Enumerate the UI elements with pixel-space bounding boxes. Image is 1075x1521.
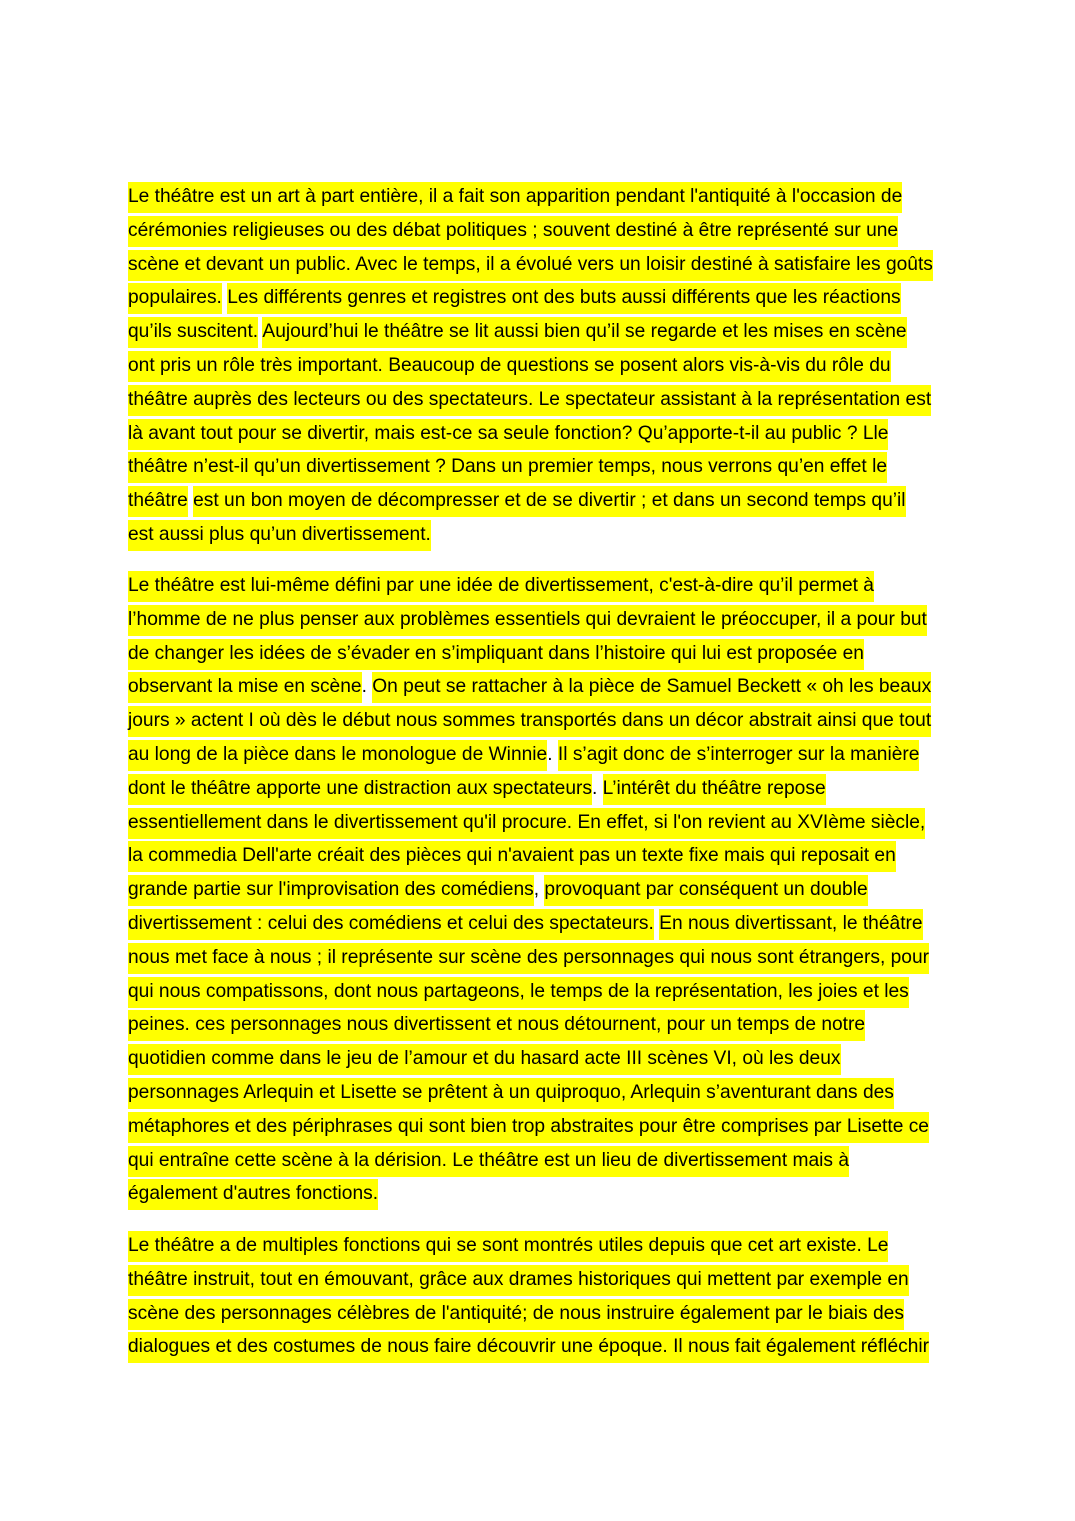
text-line — [128, 873, 868, 907]
text-line — [128, 806, 925, 840]
highlighted-text: nous met face à nous ; il représente sur scène des personnages qui nous sont étrangers, pour — [128, 943, 929, 974]
highlighted-text: également d'autres fonctions. — [128, 1179, 378, 1210]
highlighted-text: essentiellement dans le divertissement qu'il procure. En effet, si l'on revient au XVIème siècle, — [128, 808, 925, 839]
highlighted-text: provoquant par conséquent un double — [544, 875, 867, 906]
text-line — [128, 772, 826, 806]
text-line — [128, 738, 919, 772]
highlighted-text: On peut se rattacher à la pièce de Samuel Beckett « oh les beaux — [372, 672, 931, 703]
text-line — [128, 1042, 841, 1076]
highlighted-text: là avant tout pour se divertir, mais est-ce sa seule fonction? Qu’apporte-t-il au public ? Lle — [128, 419, 888, 450]
text-line — [128, 450, 887, 484]
plain-text: . — [361, 676, 373, 698]
highlighted-text: peines. ces personnages nous divertissent et nous détournent, pour un temps de notre — [128, 1010, 865, 1041]
highlighted-text: cérémonies religieuses ou des débat politiques ; souvent destiné à être représenté sur une — [128, 216, 898, 247]
text-line — [128, 315, 907, 349]
highlighted-text: dont le théâtre apporte une distraction aux spectateurs — [128, 774, 592, 805]
text-line — [128, 1177, 378, 1211]
highlighted-text: théâtre n’est-il qu’un divertissement ? Dans un premier temps, nous verrons qu’en effet le — [128, 452, 887, 483]
text-line — [128, 975, 909, 1009]
plain-text: . — [592, 777, 603, 799]
highlighted-text: quotidien comme dans le jeu de l’amour et du hasard acte III scènes VI, où les deux — [128, 1044, 841, 1075]
highlighted-text: ont pris un rôle très important. Beaucoup de questions se posent alors vis-à-vis du rôle du — [128, 351, 891, 382]
text-line — [128, 383, 931, 417]
highlighted-text: métaphores et des périphrases qui sont bien trop abstraites pour être comprises par Lisette ce — [128, 1112, 929, 1143]
text-line — [128, 670, 931, 704]
highlighted-text: de changer les idées de s’évader en s’impliquant dans l’histoire qui lui est proposée en — [128, 639, 864, 670]
text-line — [128, 248, 933, 282]
text-line — [128, 349, 891, 383]
highlighted-text: dialogues et des costumes de nous faire découvrir une époque. Il nous fait également réfléchir — [128, 1332, 929, 1363]
highlighted-text: Aujourd’hui le théâtre se lit aussi bien qu’il se regarde et les mises en scène — [262, 317, 906, 348]
highlighted-text: En nous divertissant, le théâtre — [659, 909, 922, 940]
text-line — [128, 484, 906, 518]
highlighted-text: est aussi plus qu’un divertissement. — [128, 520, 431, 551]
highlighted-text: personnages Arlequin et Lisette se prêtent à un quiproquo, Arlequin s’aventurant dans des — [128, 1078, 894, 1109]
text-line — [128, 839, 896, 873]
text-line — [128, 1110, 929, 1144]
text-line — [128, 180, 902, 214]
highlighted-text: qui nous compatissons, dont nous partageons, le temps de la représentation, les joies et les — [128, 977, 909, 1008]
text-line — [128, 907, 923, 941]
highlighted-text: qui entraîne cette scène à la dérision. Le théâtre est un lieu de divertissement mais à — [128, 1146, 849, 1177]
highlighted-text: la commedia Dell'arte créait des pièces qui n'avaient pas un texte fixe mais qui reposait en — [128, 841, 896, 872]
highlighted-text: est un bon moyen de décompresser et de se divertir ; et dans un second temps qu’il — [193, 486, 905, 517]
highlighted-text: Le théâtre est un art à part entière, il a fait son apparition pendant l'antiquité à l'occasion de — [128, 182, 902, 213]
highlighted-text: divertissement : celui des comédiens et celui des spectateurs. — [128, 909, 654, 940]
text-line — [128, 1144, 849, 1178]
highlighted-text: théâtre — [128, 486, 188, 517]
highlighted-text: populaires. — [128, 283, 222, 314]
highlighted-text: Il s’agit donc de s’interroger sur la manière — [558, 740, 920, 771]
highlighted-text: jours » actent I où dès le début nous sommes transportés dans un décor abstrait ainsi que tout — [128, 706, 931, 737]
text-line — [128, 281, 901, 315]
text-line — [128, 637, 864, 671]
highlighted-text: Le théâtre est lui-même défini par une idée de divertissement, c'est-à-dire qu’il permet à — [128, 571, 874, 602]
plain-text: , — [533, 879, 545, 901]
text-line — [128, 603, 927, 637]
highlighted-text: grande partie sur l'improvisation des comédiens — [128, 875, 534, 906]
highlighted-text: scène et devant un public. Avec le temps, il a évolué vers un loisir destiné à satisfaire les goûts — [128, 250, 933, 281]
highlighted-text: observant la mise en scène — [128, 672, 362, 703]
highlighted-text: théâtre instruit, tout en émouvant, grâce aux drames historiques qui mettent par exemple en — [128, 1265, 909, 1296]
highlighted-text: Les différents genres et registres ont des buts aussi différents que les réactions — [227, 283, 900, 314]
highlighted-text: qu’ils suscitent. — [128, 317, 258, 348]
text-line — [128, 1229, 888, 1263]
text-line — [128, 1263, 909, 1297]
text-line — [128, 941, 929, 975]
highlighted-text: au long de la pièce dans le monologue de Winnie — [128, 740, 547, 771]
highlighted-text: théâtre auprès des lecteurs ou des spectateurs. Le spectateur assistant à la représentation est — [128, 385, 931, 416]
text-line — [128, 1297, 904, 1331]
highlighted-text: l’homme de ne plus penser aux problèmes essentiels qui devraient le préoccuper, il a pour but — [128, 605, 927, 636]
text-line — [128, 214, 898, 248]
highlighted-text: L’intérêt du théâtre repose — [603, 774, 826, 805]
text-line — [128, 518, 431, 552]
plain-text: . — [547, 744, 558, 765]
highlighted-text: scène des personnages célèbres de l'antiquité; de nous instruire également par le biais des — [128, 1299, 904, 1330]
text-line — [128, 704, 931, 738]
text-line — [128, 1008, 865, 1042]
text-line — [128, 569, 874, 603]
highlighted-text: Le théâtre a de multiples fonctions qui se sont montrés utiles depuis que cet art existe. Le — [128, 1231, 888, 1262]
text-line — [128, 1330, 929, 1364]
text-line — [128, 417, 888, 451]
text-line — [128, 1076, 894, 1110]
